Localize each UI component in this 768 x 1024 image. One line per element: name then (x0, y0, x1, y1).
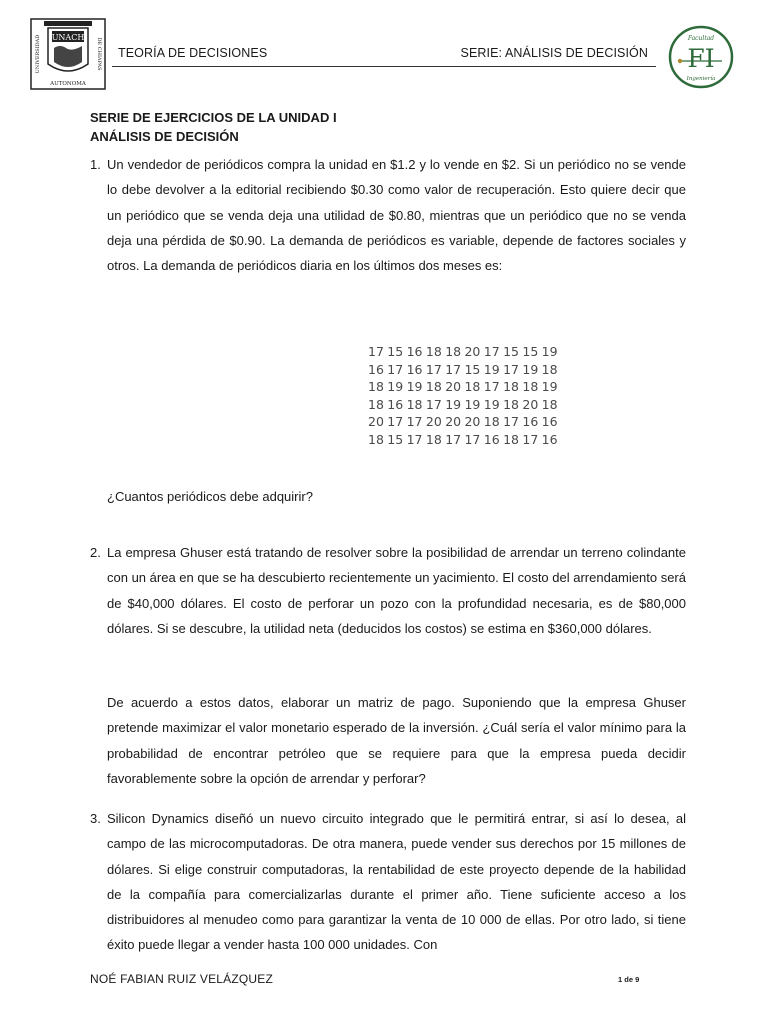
demand-value: 18 (503, 379, 519, 395)
demand-value: 16 (522, 414, 539, 430)
demand-row (368, 343, 561, 361)
demand-value: 16 (483, 431, 500, 447)
seal-bottom-text: AUTONOMA (50, 81, 86, 87)
demand-value: 18 (503, 396, 519, 412)
exercise-question: ¿Cuantos periódicos debe adquirir? (107, 489, 313, 504)
faculty-engineering-seal-icon (668, 25, 734, 89)
demand-value: 18 (425, 344, 442, 359)
demand-row (368, 396, 561, 414)
series-title: SERIE: ANÁLISIS DE DECISIÓN (460, 46, 648, 60)
demand-row (368, 413, 561, 431)
demand-value: 18 (425, 431, 442, 447)
demand-table (368, 343, 561, 449)
demand-value: 19 (483, 361, 500, 377)
demand-value: 17 (483, 344, 500, 359)
demand-value: 15 (387, 431, 404, 447)
demand-value: 17 (522, 431, 539, 447)
exercise-text: Silicon Dynamics diseñó un nuevo circuito integrado que le permitirá entrar, si así lo desea, al campo de las microcomputadoras. De otra manera, puede vender sus derechos por 15 millones de dólares. Si elige construir computadoras, la rentabilidad de este proyecto depende de la habilidad de la compañía para comercializarlas durante el primer año. Tiene suficiente acceso a los distribuidores al menudeo como para garantizar la venta de 10 000 de ellas. Por otro lado, si tiene éxito puede llegar a vender hasta 100 000 unidades. Con (107, 811, 686, 953)
demand-value: 17 (445, 431, 462, 447)
university-seal-icon (30, 18, 106, 90)
demand-value: 19 (464, 396, 481, 412)
exercise-number: 2. (90, 545, 101, 560)
demand-value: 18 (368, 396, 384, 412)
exercise-3 (90, 806, 686, 958)
exercise-number: 3. (90, 811, 101, 826)
seal-monogram: UNACH (51, 33, 85, 42)
demand-value: 18 (483, 414, 500, 430)
demand-value: 17 (387, 361, 404, 377)
demand-value: 17 (425, 361, 442, 377)
exercise-question: De acuerdo a estos datos, elaborar un matriz de pago. Suponiendo que la empresa Ghuser pretende maximizar el valor monetario esperado de la inversión. ¿Cuál sería el valor mínimo para la probabilidad de encontrar petróleo que se requiere para que la empresa pueda decidir favorablemente sobre la opción de arrendar y perforar? (107, 695, 686, 786)
exercise-text: La empresa Ghuser está tratando de resolver sobre la posibilidad de arrendar un terreno colindante con un área en que se ha descubierto recientemente un yacimiento. El costo del arrendamiento será de $40,000 dólares. El costo de perforar un pozo con la profundidad necesaria, es de $80,000 dólares. Si se descubre, la utilidad neta (deducidos los costos) se estima en $360,000 dólares. (107, 545, 686, 636)
demand-value: 18 (541, 361, 558, 377)
author-name: NOÉ FABIAN RUIZ VELÁZQUEZ (90, 972, 274, 986)
demand-value: 19 (387, 379, 404, 395)
demand-row (368, 361, 561, 379)
demand-value: 17 (387, 414, 404, 430)
demand-value: 17 (406, 414, 423, 430)
demand-value: 15 (387, 344, 404, 359)
seal-mid-text: DE CHIAPAS (96, 37, 102, 71)
page-number: 1 de 9 (618, 975, 640, 984)
demand-value: 19 (541, 344, 558, 359)
demand-value: 18 (541, 396, 558, 412)
series-heading: SERIE DE EJERCICIOS DE LA UNIDAD I (90, 110, 337, 125)
demand-value: 18 (503, 431, 519, 447)
seal-top-text: UNIVERSIDAD (35, 34, 41, 74)
demand-value: 16 (406, 344, 423, 359)
exercise-text: Un vendedor de periódicos compra la unidad en $1.2 y lo vende en $2. Si un periódico no se vende lo debe devolver a la editorial recibiendo $0.30 como valor de recuperación. Esto quiere decir que un periódico que se venda deja una utilidad de $0.80, mientras que un periódico que no se venda deja una pérdida de $0.90. La demanda de periódicos es variable, depende de factores sociales y otros. La demanda de periódicos diaria en los últimos dos meses es: (107, 157, 686, 274)
demand-value: 18 (368, 379, 384, 395)
demand-value: 17 (464, 431, 481, 447)
demand-value: 18 (406, 396, 423, 412)
demand-value: 17 (483, 379, 500, 395)
demand-value: 19 (406, 379, 423, 395)
demand-row (368, 431, 561, 449)
demand-value: 16 (541, 431, 558, 447)
exercise-number: 1. (90, 157, 101, 172)
demand-row (368, 378, 561, 396)
demand-value: 16 (406, 361, 423, 377)
unit-heading: ANÁLISIS DE DECISIÓN (90, 129, 239, 144)
demand-value: 17 (445, 361, 462, 377)
course-title: TEORÍA DE DECISIONES (118, 46, 268, 60)
faculty-monogram: FI (687, 44, 715, 73)
demand-value: 17 (368, 344, 384, 359)
demand-value: 17 (503, 414, 519, 430)
demand-value: 18 (464, 379, 481, 395)
demand-value: 16 (368, 361, 384, 377)
header-divider (112, 66, 656, 67)
demand-value: 18 (425, 379, 442, 395)
demand-value: 18 (368, 431, 384, 447)
demand-value: 17 (503, 361, 519, 377)
demand-value: 20 (425, 414, 442, 430)
demand-value: 20 (445, 379, 462, 395)
demand-value: 20 (368, 414, 384, 430)
demand-value: 15 (503, 344, 519, 359)
demand-value: 19 (445, 396, 462, 412)
demand-value: 19 (541, 379, 558, 395)
demand-value: 20 (464, 414, 481, 430)
demand-value: 18 (522, 379, 539, 395)
demand-value: 19 (483, 396, 500, 412)
demand-value: 18 (445, 344, 462, 359)
faculty-top-text: Facultad (687, 35, 715, 42)
demand-value: 17 (425, 396, 442, 412)
demand-value: 20 (522, 396, 539, 412)
demand-value: 15 (522, 344, 539, 359)
demand-value: 16 (541, 414, 558, 430)
demand-value: 20 (445, 414, 462, 430)
document-body (90, 108, 686, 958)
faculty-bottom-text: Ingeniería (686, 76, 716, 82)
demand-value: 20 (464, 344, 481, 359)
page-header (0, 0, 768, 100)
exercise-2 (90, 540, 686, 792)
demand-value: 17 (406, 431, 423, 447)
demand-value: 16 (387, 396, 404, 412)
demand-value: 15 (464, 361, 481, 377)
demand-value: 19 (522, 361, 539, 377)
